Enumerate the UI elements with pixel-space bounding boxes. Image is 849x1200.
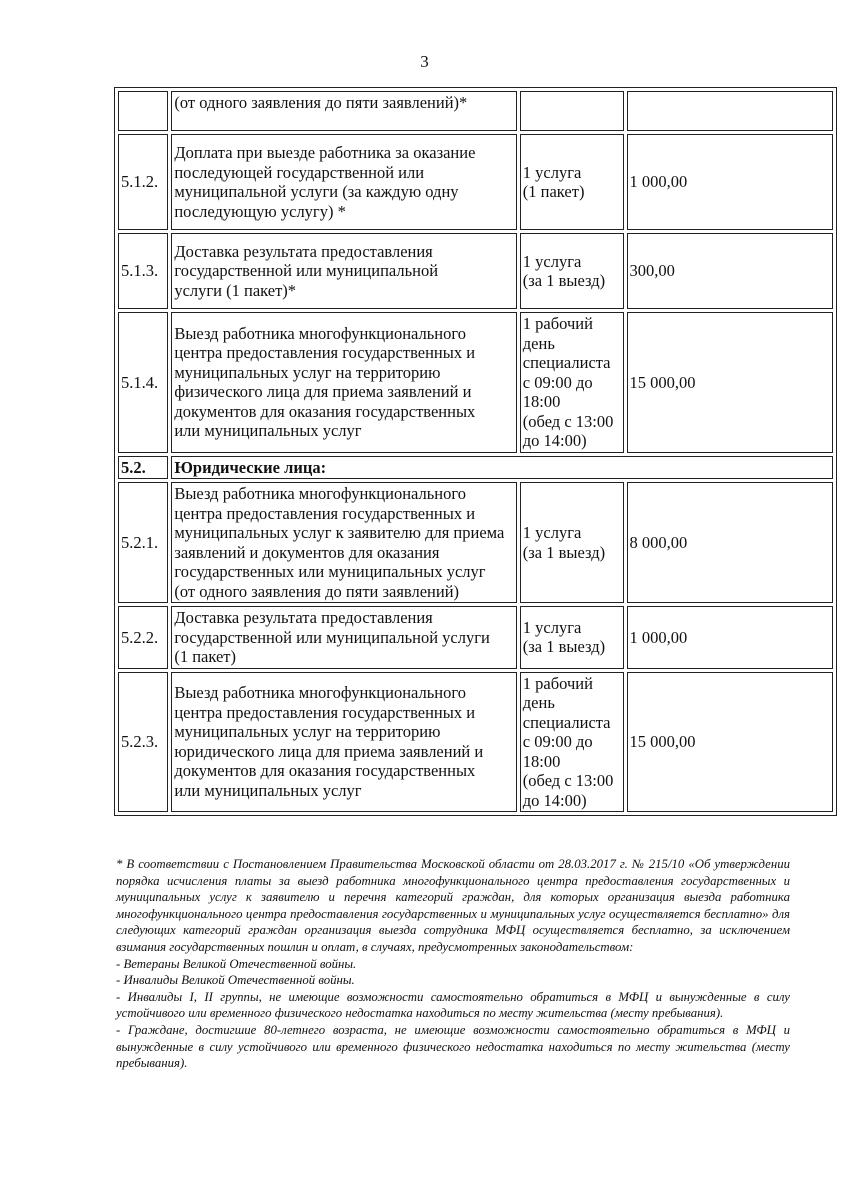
service-unit: 1 услуга (1 пакет) (520, 134, 624, 230)
service-description: Выезд работника многофункционального центра предоставления государственных и муниципальных услуг на территорию юридического лица для приема заявлений и документов для оказания государственных или муниципальных услуг (171, 672, 516, 813)
service-price: 300,00 (627, 233, 833, 309)
page-number: 3 (420, 52, 429, 71)
row-number: 5.1.2. (118, 134, 168, 230)
section-number: 5.2. (118, 456, 168, 480)
service-unit (520, 91, 624, 131)
table-row (118, 233, 833, 309)
service-unit: 1 услуга (за 1 выезд) (520, 482, 624, 603)
service-unit: 1 рабочий день специалиста с 09:00 до 18:00 (обед с 13:00 до 14:00) (520, 672, 624, 813)
table-row (118, 606, 833, 669)
service-price: 1 000,00 (627, 606, 833, 669)
row-number: 5.2.1. (118, 482, 168, 603)
table-row (118, 91, 833, 131)
service-unit: 1 рабочий день специалиста с 09:00 до 18:00 (обед с 13:00 до 14:00) (520, 312, 624, 453)
table-row (118, 672, 833, 813)
service-unit: 1 услуга (за 1 выезд) (520, 606, 624, 669)
service-price: 1 000,00 (627, 134, 833, 230)
footnote-intro: * В соответствии с Постановлением Правительства Московской области от 28.03.2017 г. № 215/10 «Об утверждении порядка исчисления платы за выезд работника многофункционального центра предоставления государственных и муниципальных услуг к заявителю и перечня категорий граждан, для которых организация выезда работника многофункционального центра предоставления государственных и муниципальных услуг осуществляется бесплатно» для следующих категорий граждан организация выезда сотрудника МФЦ осуществляется бесплатно, за исключением взимания государственных пошлин и оплат, в случаях, предусмотренных законодательством: (116, 857, 790, 954)
footnote-item: - Граждане, достигшие 80-летнего возраста, не имеющие возможности самостоятельно обратиться в МФЦ и вынужденные в силу устойчивого или временного физического недостатка находиться по месту жительства (месту пребывания). (116, 1022, 790, 1071)
service-price (627, 91, 833, 131)
service-price: 15 000,00 (627, 672, 833, 813)
footnote (116, 856, 790, 1072)
footnote-item: - Инвалиды Великой Отечественной войны. (116, 973, 355, 988)
row-number: 5.1.3. (118, 233, 168, 309)
service-price: 15 000,00 (627, 312, 833, 453)
table-row (118, 134, 833, 230)
service-price: 8 000,00 (627, 482, 833, 603)
table-row (118, 312, 833, 453)
row-number: 5.2.3. (118, 672, 168, 813)
services-table (114, 87, 837, 816)
row-number: 5.1.4. (118, 312, 168, 453)
service-description: Выезд работника многофункционального центра предоставления государственных и муниципальных услуг на территорию физического лица для приема заявлений и документов для оказания государственных или муниципальных услуг (171, 312, 516, 453)
section-title: Юридические лица: (171, 456, 833, 480)
service-description: Выезд работника многофункционального центра предоставления государственных и муниципальных услуг к заявителю для приема заявлений и документов для оказания государственных или муниципальных услуг (от одного заявления до пяти заявлений) (171, 482, 516, 603)
footnote-item: - Ветераны Великой Отечественной войны. (116, 956, 357, 971)
service-unit: 1 услуга (за 1 выезд) (520, 233, 624, 309)
service-description: Доставка результата предоставления государственной или муниципальной услуги (1 пакет)* (171, 233, 516, 309)
table-row (118, 482, 833, 603)
section-row (118, 456, 833, 480)
row-number: 5.2.2. (118, 606, 168, 669)
service-description: Доплата при выезде работника за оказание последующей государственной или муниципальной услуги (за каждую одну последующую услугу) * (171, 134, 516, 230)
row-number (118, 91, 168, 131)
service-description: (от одного заявления до пяти заявлений)* (171, 91, 516, 131)
service-description: Доставка результата предоставления государственной или муниципальной услуги (1 пакет) (171, 606, 516, 669)
footnote-item: - Инвалиды I, II группы, не имеющие возможности самостоятельно обратиться в МФЦ и вынужденные в силу устойчивого или временного физического недостатка находиться по месту жительства (месту пребывания). (116, 989, 790, 1021)
